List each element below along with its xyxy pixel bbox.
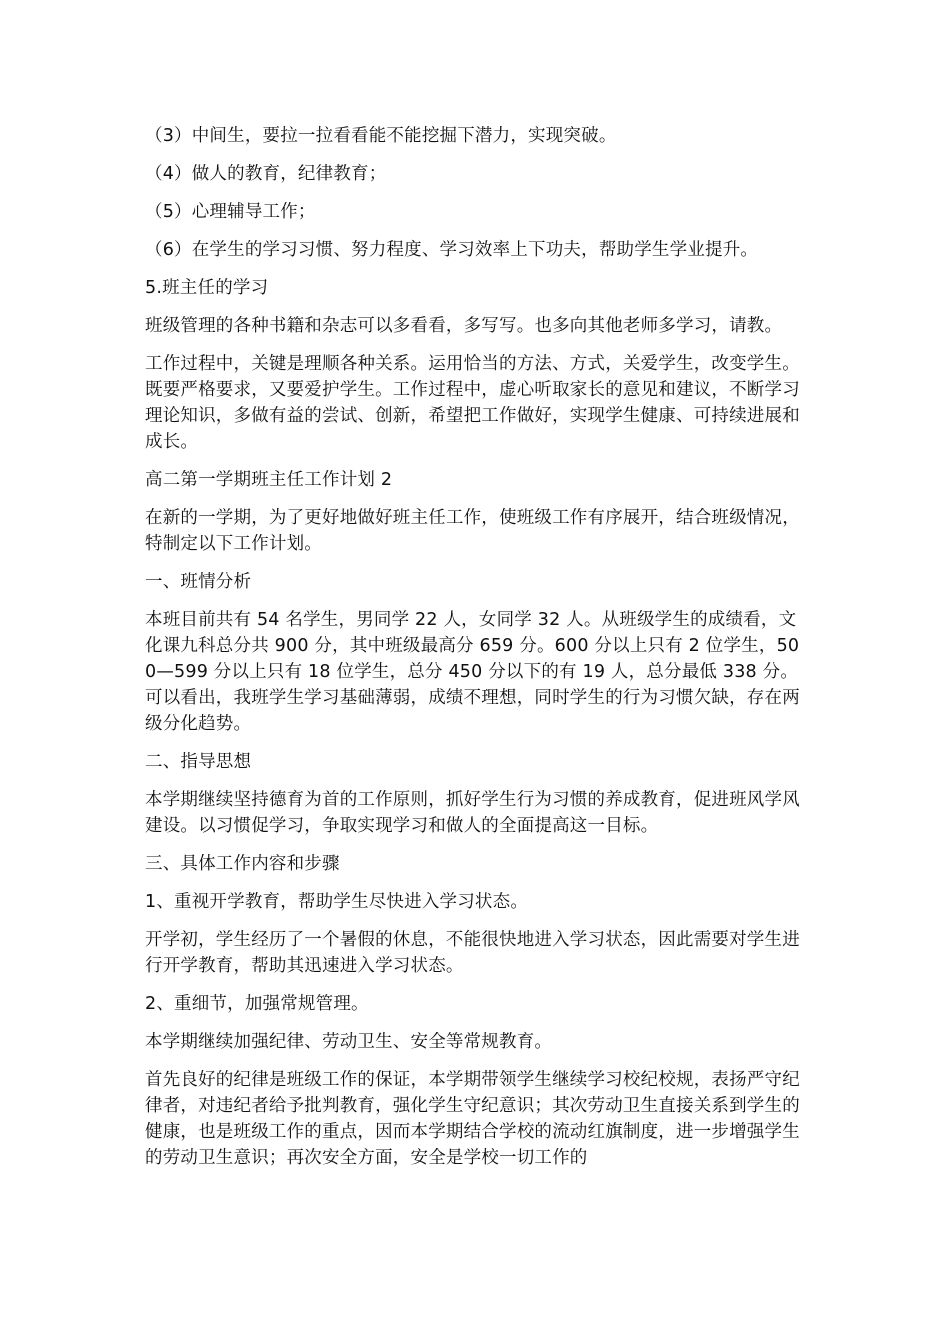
list-item-5: （5）心理辅导工作； <box>145 202 316 222</box>
paragraph: 工作过程中，关键是理顺各种关系。运用恰当的方法、方式，关爱学生，改变学生。既要严格要求，又要爱护学生。工作过程中，虚心听取家长的意见和建议，不断学习理论知识，多做有益的尝试、创新，希望把工作做好，实现学生健康、可持续进展和成长。 <box>145 354 800 452</box>
paragraph: 首先良好的纪律是班级工作的保证，本学期带领学生继续学习校纪校规，表扬严守纪律者，对违纪者给予批判教育，强化学生守纪意识；其次劳动卫生直接关系到学生的健康，也是班级工作的重点，因而本学期结合学校的流动红旗制度，进一步增强学生的劳动卫生意识；再次安全方面，安全是学校一切工作的 <box>145 1070 800 1168</box>
list-item-6: （6）在学生的学习习惯、努力程度、学习效率上下功夫，帮助学生学业提升。 <box>145 240 759 260</box>
paragraph: 本学期继续坚持德育为首的工作原则，抓好学生行为习惯的养成教育，促进班风学风建设。以习惯促学习，争取实现学习和做人的全面提高这一目标。 <box>145 790 800 836</box>
section-heading-class-analysis: 一、班情分析 <box>145 572 252 592</box>
paragraph: 在新的一学期，为了更好地做好班主任工作，使班级工作有序展开，结合班级情况，特制定以下工作计划。 <box>145 508 800 554</box>
document-body <box>145 123 805 1183</box>
document-title: 高二第一学期班主任工作计划 2 <box>145 470 393 490</box>
section-heading-guiding-thought: 二、指导思想 <box>145 752 252 772</box>
paragraph: 本学期继续加强纪律、劳动卫生、安全等常规教育。 <box>145 1032 553 1052</box>
paragraph: 本班目前共有 54 名学生，男同学 22 人，女同学 32 人。从班级学生的成绩看，文化课九科总分共 900 分，其中班级最高分 659 分。600 分以上只有 2 位学生，500—599 分以上只有 18 位学生，总分 450 分以下的有 19 人，总分最低 338 分。可以看出，我班学生学习基础薄弱，成绩不理想，同时学生的行为习惯欠缺，存在两级分化趋势。 <box>145 610 800 734</box>
section-heading-work-content: 三、具体工作内容和步骤 <box>145 854 340 874</box>
list-item-3: （3）中间生，要拉一拉看看能不能挖掘下潜力，实现突破。 <box>145 126 617 146</box>
section-heading-teacher-learning: 5.班主任的学习 <box>145 278 269 298</box>
list-item-4: （4）做人的教育，纪律教育； <box>145 164 387 184</box>
paragraph: 班级管理的各种书籍和杂志可以多看看，多写写。也多向其他老师多学习，请教。 <box>145 316 783 336</box>
paragraph: 开学初，学生经历了一个暑假的休息，不能很快地进入学习状态，因此需要对学生进行开学教育，帮助其迅速进入学习状态。 <box>145 930 800 976</box>
subheading: 1、重视开学教育，帮助学生尽快进入学习状态。 <box>145 892 529 912</box>
subheading: 2、重细节，加强常规管理。 <box>145 994 369 1014</box>
